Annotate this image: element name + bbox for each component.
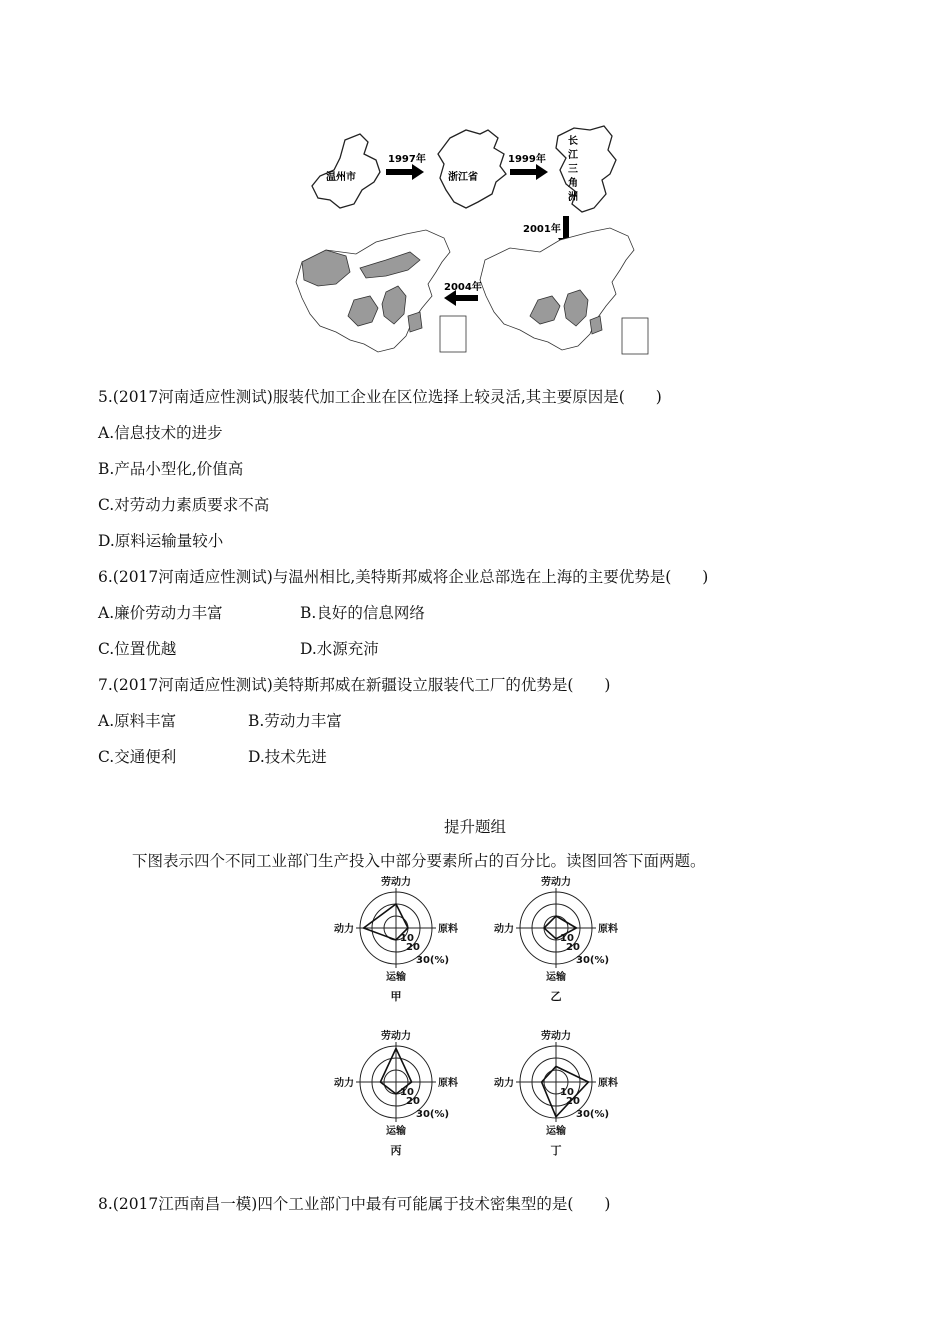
ring-label-30: 30(%) bbox=[416, 1109, 450, 1120]
axis-label-labour: 劳动力 bbox=[381, 877, 411, 888]
ring-label-30: 30(%) bbox=[576, 1109, 610, 1120]
axis-label-labour: 劳动力 bbox=[541, 877, 571, 888]
ring-label-20: 20 bbox=[566, 1096, 580, 1107]
radar-charts bbox=[320, 876, 640, 1176]
svg-text:长: 长 bbox=[568, 136, 578, 147]
zhejiang-map bbox=[438, 130, 506, 208]
radar-chart-2 bbox=[494, 876, 618, 1003]
q5-option-d[interactable]: D.原料运输量较小 bbox=[98, 532, 224, 550]
axis-label-labour: 劳动力 bbox=[541, 1031, 571, 1042]
axis-label-power: 动力 bbox=[334, 1078, 354, 1089]
svg-text:三: 三 bbox=[568, 164, 578, 175]
q5-option-a[interactable]: A.信息技术的进步 bbox=[98, 424, 223, 442]
year-label-1999: 1999年 bbox=[508, 154, 546, 165]
stage-label-zhejiang: 浙江省 bbox=[448, 172, 478, 183]
q7-option-a[interactable]: A.原料丰富 bbox=[98, 712, 177, 730]
delta-label-vertical bbox=[568, 134, 579, 203]
section-title: 提升题组 bbox=[443, 818, 506, 836]
axis-label-power: 动力 bbox=[334, 924, 354, 935]
wenzhou-map bbox=[312, 134, 380, 208]
question-6-stem: 6.(2017河南适应性测试)与温州相比,美特斯邦威将企业总部选在上海的主要优势是( ) bbox=[98, 568, 709, 586]
axis-label-transport: 运输 bbox=[386, 1126, 406, 1137]
arrow-1999 bbox=[510, 164, 548, 180]
q6-option-b[interactable]: B.良好的信息网络 bbox=[300, 604, 425, 622]
ring-label-10: 10 bbox=[400, 1087, 414, 1098]
question-8-stem: 8.(2017江西南昌一模)四个工业部门中最有可能属于技术密集型的是( ) bbox=[98, 1195, 611, 1213]
axis-label-transport: 运输 bbox=[546, 972, 566, 983]
q7-option-b[interactable]: B.劳动力丰富 bbox=[248, 712, 342, 730]
q5-option-b[interactable]: B.产品小型化,价值高 bbox=[98, 460, 244, 478]
q5-option-c[interactable]: C.对劳动力素质要求不高 bbox=[98, 496, 270, 514]
axis-label-transport: 运输 bbox=[386, 972, 406, 983]
arrow-1997 bbox=[386, 164, 424, 180]
q6-option-d[interactable]: D.水源充沛 bbox=[300, 640, 379, 658]
ring-label-30: 30(%) bbox=[576, 955, 610, 966]
ring-label-10: 10 bbox=[560, 1087, 574, 1098]
question-7-stem: 7.(2017河南适应性测试)美特斯邦威在新疆设立服装代工厂的优势是( ) bbox=[98, 676, 611, 694]
axis-label-power: 动力 bbox=[494, 1078, 514, 1089]
radar-chart-3 bbox=[334, 1029, 458, 1157]
year-label-2004: 2004年 bbox=[444, 282, 482, 293]
ring-label-10: 10 bbox=[400, 933, 414, 944]
svg-text:洲: 洲 bbox=[568, 192, 578, 203]
axis-label-labour: 劳动力 bbox=[381, 1031, 411, 1042]
ring-label-30: 30(%) bbox=[416, 955, 450, 966]
expansion-figure-svg bbox=[290, 120, 660, 360]
ring-label-20: 20 bbox=[566, 942, 580, 953]
q6-option-c[interactable]: C.位置优越 bbox=[98, 640, 177, 658]
svg-text:角: 角 bbox=[568, 178, 578, 189]
axis-label-transport: 运输 bbox=[546, 1126, 566, 1137]
radar-caption: 丁 bbox=[550, 1144, 562, 1157]
china-map-2004 bbox=[296, 230, 466, 352]
radar-caption: 乙 bbox=[550, 990, 562, 1003]
china-map-2001 bbox=[480, 228, 648, 354]
section-intro: 下图表示四个不同工业部门生产投入中部分要素所占的百分比。读图回答下面两题。 bbox=[132, 852, 706, 870]
axis-label-raw: 原料 bbox=[598, 924, 618, 935]
stage-label-wenzhou: 温州市 bbox=[326, 172, 356, 183]
radar-caption: 甲 bbox=[390, 990, 402, 1003]
ring-label-20: 20 bbox=[406, 1096, 420, 1107]
yangtze-delta-map bbox=[556, 126, 616, 212]
axis-label-raw: 原料 bbox=[438, 924, 458, 935]
ring-label-10: 10 bbox=[560, 933, 574, 944]
svg-text:江: 江 bbox=[568, 150, 578, 161]
q7-option-d[interactable]: D.技术先进 bbox=[248, 748, 327, 766]
q6-option-a[interactable]: A.廉价劳动力丰富 bbox=[98, 604, 223, 622]
radar-chart-1 bbox=[334, 876, 458, 1003]
radar-charts-svg bbox=[320, 876, 640, 1176]
year-label-2001: 2001年 bbox=[523, 224, 561, 235]
year-label-1997: 1997年 bbox=[388, 154, 426, 165]
ring-label-20: 20 bbox=[406, 942, 420, 953]
radar-caption: 丙 bbox=[390, 1144, 402, 1157]
question-5-stem: 5.(2017河南适应性测试)服装代加工企业在区位选择上较灵活,其主要原因是( ) bbox=[98, 388, 662, 406]
axis-label-raw: 原料 bbox=[438, 1078, 458, 1089]
q7-option-c[interactable]: C.交通便利 bbox=[98, 748, 177, 766]
axis-label-power: 动力 bbox=[494, 924, 514, 935]
radar-chart-4 bbox=[494, 1029, 618, 1157]
expansion-figure bbox=[290, 120, 660, 360]
axis-label-raw: 原料 bbox=[598, 1078, 618, 1089]
